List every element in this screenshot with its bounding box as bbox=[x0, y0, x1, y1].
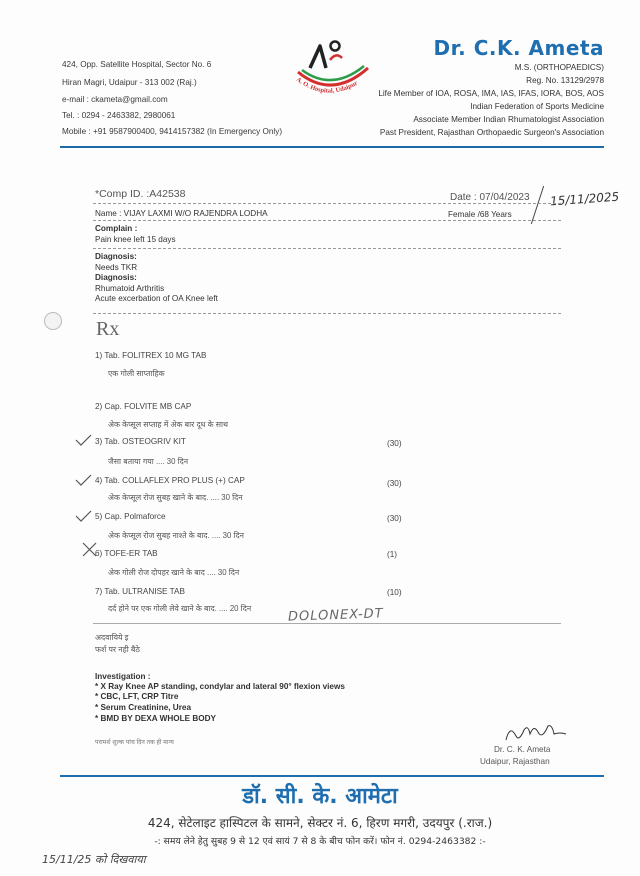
medicine-7-qty: (10) bbox=[387, 588, 402, 597]
email-line: e-mail : ckameta@gmail.com bbox=[62, 95, 168, 104]
complain-divider bbox=[93, 248, 561, 249]
complain-text: Pain knee left 15 days bbox=[95, 235, 176, 244]
footer-divider bbox=[60, 775, 604, 777]
medicine-5-qty: (30) bbox=[387, 514, 402, 523]
handwritten-dolonex: DOLONEX-DT bbox=[287, 606, 384, 625]
diagnosis-label-2: Diagnosis: bbox=[95, 273, 137, 282]
diagnosis-text-1: Needs TKR bbox=[95, 263, 138, 272]
logo-text: A. O. Hospital, Udaipur bbox=[294, 76, 359, 95]
credential-5: Associate Member Indian Rhumatologist Association bbox=[413, 115, 604, 124]
handwritten-cross bbox=[80, 540, 100, 560]
handwritten-slash bbox=[531, 186, 544, 224]
credential-3: Life Member of IOA, ROSA, IMA, IAS, IFAS, IORA, BOS, AOS bbox=[378, 89, 604, 98]
complain-label: Complain : bbox=[95, 224, 138, 233]
visit-date: Date : 07/04/2023 bbox=[450, 192, 530, 203]
investigation-item-4: * BMD BY DEXA WHOLE BODY bbox=[95, 714, 217, 723]
diagnosis-line-1: Rhumatoid Arthritis bbox=[95, 284, 165, 293]
comp-id: *Comp ID. :A42538 bbox=[95, 188, 186, 200]
medicine-7-name: 7) Tab. ULTRANISE TAB bbox=[95, 587, 185, 596]
medicine-5-instruction: अेक केप्सूल रोज सुबह नाश्ते के बाद. .... 30 दिन bbox=[108, 531, 244, 540]
tick-mark-3 bbox=[76, 435, 91, 445]
name-divider bbox=[93, 220, 561, 221]
credential-1: M.S. (ORTHOPAEDICS) bbox=[514, 63, 604, 72]
medicine-4-name: 4) Tab. COLLAFLEX PRO PLUS (+) CAP bbox=[95, 476, 245, 485]
footer-timing: -: समय लेने हेतु सुबह 9 से 12 एवं सायं 7 से 8 के बीच फोन करें। फोन नं. 0294-2463382 :- bbox=[154, 836, 486, 847]
investigation-item-2: * CBC, LFT, CRP Titre bbox=[95, 692, 179, 701]
handwritten-date: 15/11/2025 bbox=[549, 189, 620, 209]
tick-mark-4 bbox=[76, 475, 91, 485]
investigation-item-1: * X Ray Knee AP standing, condylar and lateral 90° flexion views bbox=[95, 682, 345, 691]
bottom-handwriting: 15/11/25 को दिखवाया bbox=[42, 853, 146, 866]
medicine-divider bbox=[93, 623, 561, 624]
signature-name: Dr. C. K. Ameta bbox=[494, 745, 551, 754]
medicine-3-name: 3) Tab. OSTEOGRIV KIT bbox=[95, 437, 186, 446]
tick-mark-5 bbox=[76, 511, 91, 521]
medicine-6-instruction: अेक गोली रोज दोपहर खाने के बाद .... 30 दिन bbox=[108, 568, 240, 577]
patient-gender-age: Female /68 Years bbox=[448, 210, 512, 219]
credential-2: Reg. No. 13129/2978 bbox=[526, 76, 604, 85]
address-line-1: 424, Opp. Satellite Hospital, Sector No. 6 bbox=[62, 60, 212, 69]
medicine-3-qty: (30) bbox=[387, 439, 402, 448]
diagnosis-label-1: Diagnosis: bbox=[95, 252, 137, 261]
punch-hole bbox=[44, 312, 62, 330]
cross-mark-6 bbox=[83, 543, 96, 556]
consultation-note: परामर्श शुल्क पांच दिन तक ही मान्य bbox=[95, 739, 174, 746]
diagnosis-line-2: Acute excerbation of OA Knee left bbox=[95, 294, 218, 303]
hospital-logo bbox=[292, 38, 376, 102]
credential-6: Past President, Rajasthan Orthopaedic Surgeon's Association bbox=[379, 128, 604, 137]
advice-line-1: अदवायिये इ bbox=[95, 633, 129, 642]
address-line-2: Hiran Magri, Udaipur - 313 002 (Raj.) bbox=[62, 78, 197, 87]
advice-line-2: फर्श पर नही बैठे bbox=[95, 645, 140, 654]
medicine-1-instruction: एक गोली साप्ताहिक bbox=[108, 369, 165, 378]
signature-place: Udaipur, Rajasthan bbox=[480, 757, 550, 766]
medicine-3-instruction: जैसा बताया गया .... 30 दिन bbox=[108, 457, 189, 466]
diagnosis-divider bbox=[93, 313, 561, 314]
medicine-4-qty: (30) bbox=[387, 479, 402, 488]
investigation-label: Investigation : bbox=[95, 672, 151, 681]
investigation-item-3: * Serum Creatinine, Urea bbox=[95, 703, 192, 712]
footer-hindi-address: 424, सेटेलाइट हास्पिटल के सामने, सेक्टर नं. 6, हिरण मगरी, उदयपुर (.राज.) bbox=[147, 816, 493, 830]
medicine-4-instruction: अेक केप्सूल रोज सुबह खाने के बाद. .... 30 दिन bbox=[108, 493, 243, 502]
medicine-6-name: 6) TOFE-ER TAB bbox=[95, 549, 158, 558]
medicine-5-name: 5) Cap. Polmaforce bbox=[95, 512, 166, 521]
medicine-7-instruction: दर्द होने पर एक गोली लेवे खाने के बाद. .... 20 दिन bbox=[108, 604, 252, 613]
tel-line: Tel. : 0294 - 2463382, 2980061 bbox=[62, 111, 176, 120]
logo-icon bbox=[292, 38, 376, 102]
footer-hindi-name: डॉ. सी. के. आमेटा bbox=[242, 784, 398, 809]
header-divider bbox=[60, 146, 604, 148]
patient-divider bbox=[93, 203, 561, 204]
doctor-name: Dr. C.K. Ameta bbox=[433, 36, 604, 60]
medicine-6-qty: (1) bbox=[387, 550, 398, 559]
handwritten-ticks bbox=[72, 430, 102, 530]
rx-symbol: Rx bbox=[96, 318, 120, 340]
credential-4: Indian Federation of Sports Medicine bbox=[470, 102, 604, 111]
medicine-2-name: 2) Cap. FOLVITE MB CAP bbox=[95, 402, 192, 411]
medicine-2-instruction: अेक केप्सूल सप्ताह में अेक बार दूध के साथ bbox=[108, 420, 229, 429]
patient-name: Name : VIJAY LAXMI W/O RAJENDRA LODHA bbox=[95, 209, 268, 218]
medicine-1-name: 1) Tab. FOLITREX 10 MG TAB bbox=[95, 351, 207, 360]
mobile-line: Mobile : +91 9587900400, 9414157382 (In Emergency Only) bbox=[62, 127, 283, 136]
